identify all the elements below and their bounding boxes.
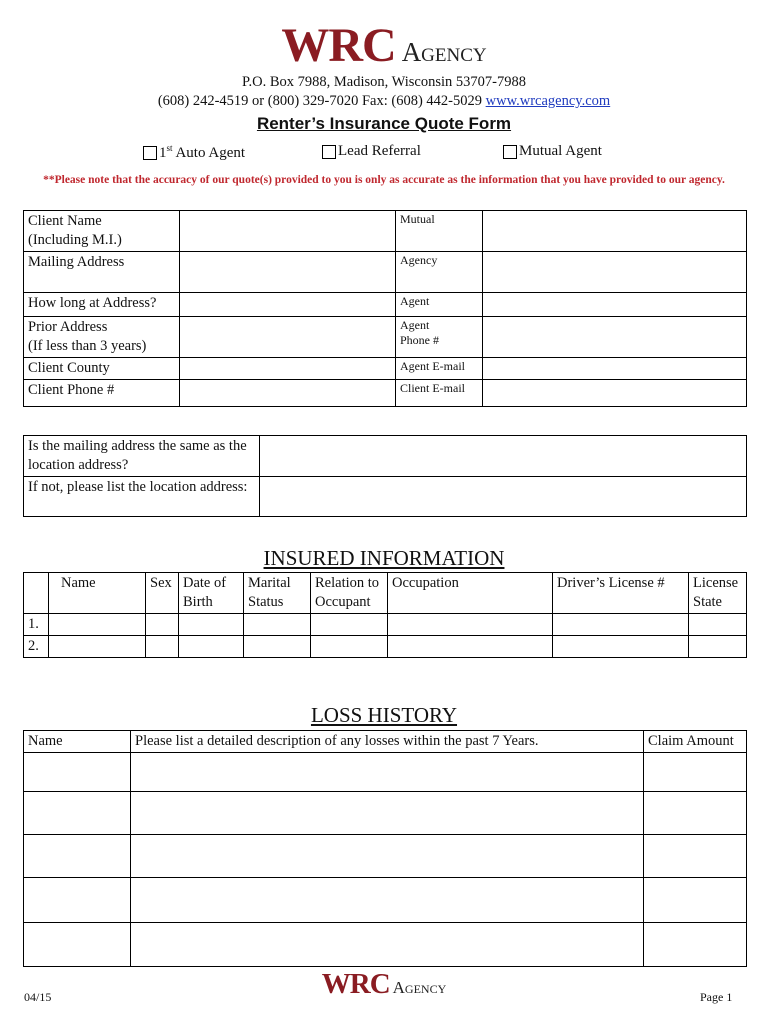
- location-address-field[interactable]: [260, 477, 747, 517]
- auto-agent-label: 1st Auto Agent: [159, 143, 246, 161]
- footer-logo-agency-text: Agency: [392, 978, 447, 997]
- prior-address-field[interactable]: [180, 317, 396, 358]
- loss-desc-cell[interactable]: [131, 923, 644, 967]
- table-header-row: [24, 731, 747, 753]
- loss-amount-cell[interactable]: [644, 923, 747, 967]
- lead-referral-label: Lead Referral: [338, 143, 421, 159]
- table-row: [24, 753, 747, 792]
- accuracy-note: **Please note that the accuracy of our quote(s) provided to you is only as accurate as the information that you have provided to our agency.: [43, 174, 725, 186]
- loss-table: [23, 730, 747, 967]
- option-mutual-agent[interactable]: [503, 143, 602, 160]
- auto-agent-checkbox[interactable]: [143, 146, 157, 160]
- form-title: Renter’s Insurance Quote Form: [256, 114, 512, 133]
- insured-dob-header: Date of Birth: [179, 573, 244, 614]
- footer-logo: [0, 968, 768, 1001]
- agency-field[interactable]: [483, 252, 747, 293]
- loss-name-cell[interactable]: [24, 792, 131, 835]
- agent-field[interactable]: [483, 293, 747, 317]
- location-table: [23, 435, 747, 517]
- loss-amount-cell[interactable]: [644, 878, 747, 923]
- insured-state-cell[interactable]: [689, 614, 747, 636]
- row-number: 1.: [24, 614, 49, 636]
- insured-section-title: INSURED INFORMATION: [263, 546, 505, 570]
- insured-state-header: License State: [689, 573, 747, 614]
- table-row: [24, 477, 747, 517]
- insured-sex-cell[interactable]: [146, 614, 179, 636]
- agent-email-label: Agent E-mail: [396, 358, 483, 380]
- loss-name-cell[interactable]: [24, 923, 131, 967]
- loss-name-cell[interactable]: [24, 753, 131, 792]
- table-header-row: [24, 573, 747, 614]
- table-row: [24, 293, 747, 317]
- address-line: P.O. Box 7988, Madison, Wisconsin 53707-7988: [242, 74, 526, 90]
- insured-license-cell[interactable]: [553, 614, 689, 636]
- client-info-table: [23, 210, 747, 407]
- insured-state-cell[interactable]: [689, 636, 747, 658]
- insured-relation-cell[interactable]: [311, 636, 388, 658]
- table-row: [24, 636, 747, 658]
- phone-fax-text: (608) 242-4519 or (800) 329-7020 Fax: (608) 442-5029: [157, 93, 486, 109]
- contact-line: [0, 93, 768, 110]
- how-long-field[interactable]: [180, 293, 396, 317]
- mailing-address-field[interactable]: [180, 252, 396, 293]
- mutual-field[interactable]: [483, 211, 747, 252]
- table-row: [24, 835, 747, 878]
- agent-phone-field[interactable]: [483, 317, 747, 358]
- form-date: 04/15: [24, 990, 52, 1004]
- table-row: [24, 878, 747, 923]
- client-phone-field[interactable]: [180, 380, 396, 407]
- logo-wrc-text: WRC: [281, 19, 396, 72]
- insured-occupation-header: Occupation: [388, 573, 553, 614]
- option-auto-agent[interactable]: [143, 143, 245, 162]
- loss-desc-cell[interactable]: [131, 753, 644, 792]
- agent-phone-label: Agent Phone #: [396, 317, 483, 358]
- client-phone-label: Client Phone #: [24, 380, 180, 407]
- loss-desc-cell[interactable]: [131, 792, 644, 835]
- how-long-label: How long at Address?: [24, 293, 180, 317]
- same-address-field[interactable]: [260, 436, 747, 477]
- row-number: 2.: [24, 636, 49, 658]
- table-row: [24, 614, 747, 636]
- table-row: [24, 317, 747, 358]
- table-row: [24, 792, 747, 835]
- loss-desc-cell[interactable]: [131, 835, 644, 878]
- footer-logo-wrc-text: WRC: [321, 968, 390, 1000]
- client-name-label: Client Name (Including M.I.): [24, 211, 180, 252]
- website-link[interactable]: www.wrcagency.com: [485, 93, 611, 109]
- agency-logo: [0, 18, 768, 73]
- table-row: [24, 923, 747, 967]
- same-address-question: Is the mailing address the same as the location address?: [24, 436, 260, 477]
- insured-marital-cell[interactable]: [244, 636, 311, 658]
- insured-name-cell[interactable]: [49, 614, 146, 636]
- table-row: [24, 252, 747, 293]
- insured-sex-cell[interactable]: [146, 636, 179, 658]
- insured-num-header: [24, 573, 49, 614]
- insured-dob-cell[interactable]: [179, 636, 244, 658]
- table-row: [24, 211, 747, 252]
- option-lead-referral[interactable]: [322, 143, 421, 160]
- insured-relation-cell[interactable]: [311, 614, 388, 636]
- client-email-field[interactable]: [483, 380, 747, 407]
- lead-referral-checkbox[interactable]: [322, 145, 336, 159]
- insured-license-header: Driver’s License #: [553, 573, 689, 614]
- logo-agency-text: Agency: [401, 37, 487, 67]
- client-county-label: Client County: [24, 358, 180, 380]
- insured-marital-header: Marital Status: [244, 573, 311, 614]
- mutual-label: Mutual: [396, 211, 483, 252]
- insured-relation-header: Relation to Occupant: [311, 573, 388, 614]
- insured-name-cell[interactable]: [49, 636, 146, 658]
- loss-desc-header: Please list a detailed description of any losses within the past 7 Years.: [131, 731, 644, 753]
- insured-dob-cell[interactable]: [179, 614, 244, 636]
- table-row: [24, 380, 747, 407]
- loss-name-cell[interactable]: [24, 835, 131, 878]
- agency-label: Agency: [396, 252, 483, 293]
- loss-section-title: LOSS HISTORY: [310, 703, 458, 727]
- loss-desc-cell[interactable]: [131, 878, 644, 923]
- client-email-label: Client E-mail: [396, 380, 483, 407]
- insured-name-header: Name: [49, 573, 146, 614]
- location-address-question: If not, please list the location address:: [24, 477, 260, 517]
- table-row: [24, 358, 747, 380]
- insured-marital-cell[interactable]: [244, 614, 311, 636]
- loss-amount-cell[interactable]: [644, 835, 747, 878]
- mutual-agent-checkbox[interactable]: [503, 145, 517, 159]
- loss-amount-cell[interactable]: [644, 753, 747, 792]
- agent-label: Agent: [396, 293, 483, 317]
- insured-occupation-cell[interactable]: [388, 614, 553, 636]
- client-name-field[interactable]: [180, 211, 396, 252]
- insured-table: [23, 572, 747, 658]
- table-row: [24, 436, 747, 477]
- loss-amount-cell[interactable]: [644, 792, 747, 835]
- client-county-field[interactable]: [180, 358, 396, 380]
- mutual-agent-label: Mutual Agent: [519, 143, 602, 159]
- loss-name-cell[interactable]: [24, 878, 131, 923]
- insured-sex-header: Sex: [146, 573, 179, 614]
- loss-name-header: Name: [24, 731, 131, 753]
- insured-occupation-cell[interactable]: [388, 636, 553, 658]
- page-number: Page 1: [700, 990, 733, 1004]
- loss-amount-header: Claim Amount: [644, 731, 747, 753]
- insured-license-cell[interactable]: [553, 636, 689, 658]
- prior-address-label: Prior Address (If less than 3 years): [24, 317, 180, 358]
- mailing-address-label: Mailing Address: [24, 252, 180, 293]
- agent-email-field[interactable]: [483, 358, 747, 380]
